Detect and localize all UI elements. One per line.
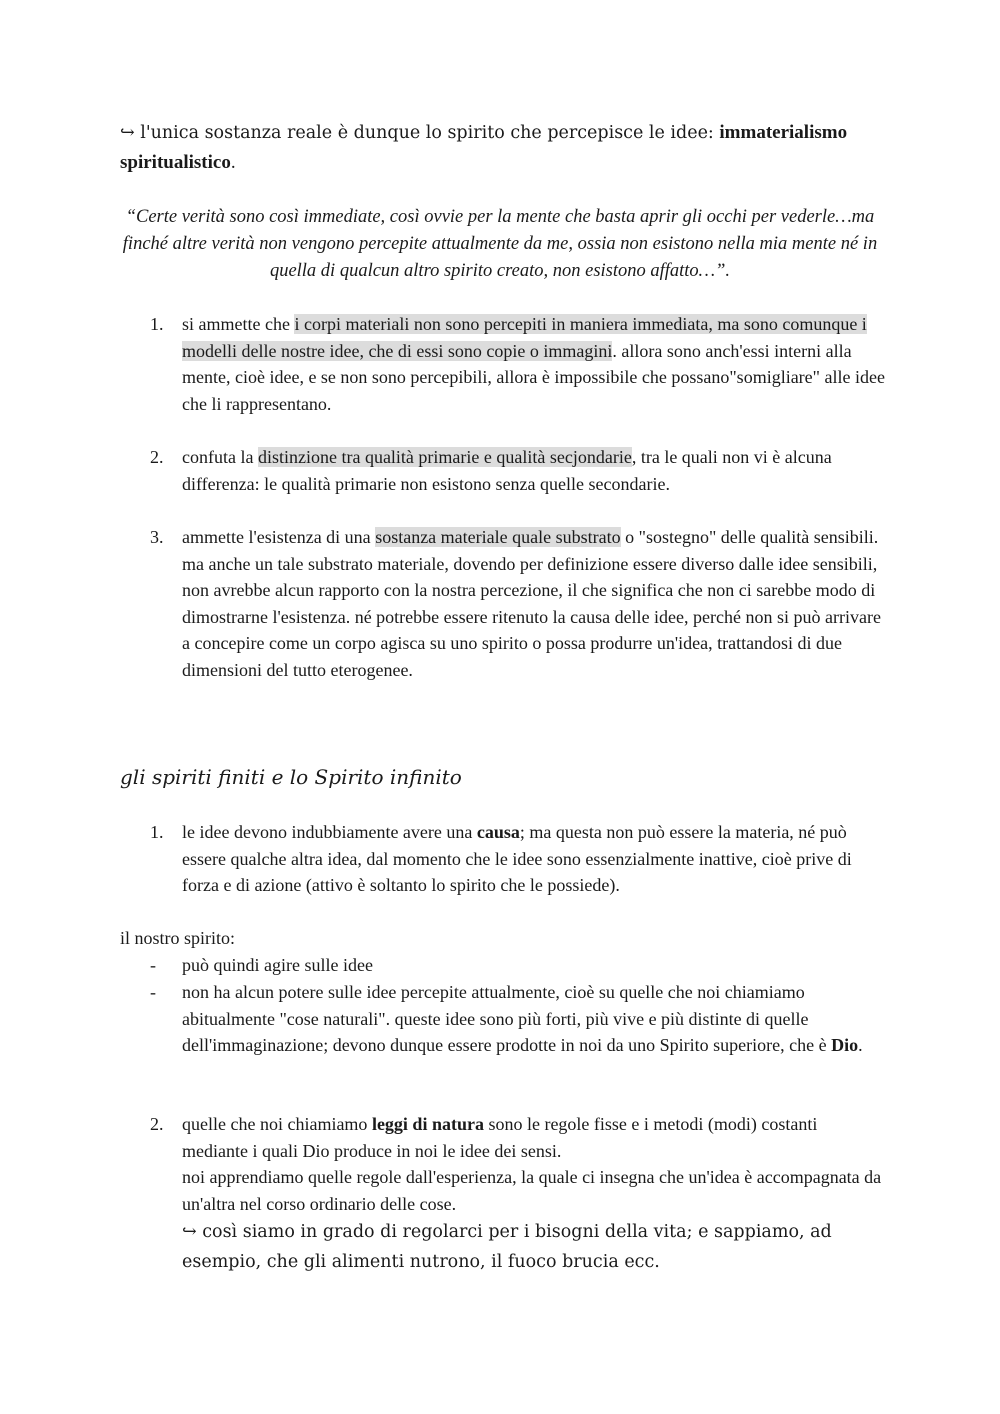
highlighted-text: distinzione tra qualità primarie e qualità secjondarie [257, 447, 632, 467]
list-item-text [182, 819, 887, 899]
text-segment: . [858, 1035, 863, 1056]
text-segment: quelle che noi chiamiamo [182, 1114, 372, 1134]
bullet-text: può quindi agire sulle idee [182, 955, 373, 975]
list-item-line [182, 1217, 887, 1277]
list-number: 1. [150, 822, 164, 842]
text-segment: si ammette che [182, 314, 295, 334]
list-item-text [182, 311, 887, 417]
text-segment: non ha alcun potere sulle idee percepite attualmente, cioè su quelle che noi chiamiamo abitualmente "cose naturali". queste idee sono più forti, più vive e più distinte di quelle dell'immaginazione; devono dunque essere prodotte in noi da uno Spirito superiore, che è [182, 982, 832, 1056]
intro-end: . [230, 152, 236, 173]
list-item-text [182, 444, 887, 497]
highlighted-text: i corpi materiali non sono percepiti in maniera immediata, ma sono comunque i modelli delle nostre idee, che di essi sono copie o immagini [182, 314, 867, 361]
text-segment: confuta la [182, 447, 258, 467]
list-item-text [182, 1111, 887, 1277]
bullet-text [182, 979, 887, 1059]
dash-marker: - [150, 982, 156, 1002]
list-number: 3. [150, 527, 164, 547]
bold-term: Dio [831, 1035, 859, 1056]
text-segment: , tra le quali non vi è alcuna differenza: le qualità primarie non esistono senza quelle secondarie. [182, 447, 832, 494]
list-number: 1. [150, 314, 164, 334]
bold-term: leggi di natura [371, 1114, 484, 1134]
text-segment: . allora sono anch'essi interni alla mente, cioè idee, e se non sono percepibili, allora è impossibile che possano"somigliare" alle idee che li rappresentano. [182, 340, 885, 414]
text-segment: sono le regole fisse e i metodi (modi) costanti mediante i quali Dio produce in noi le idee dei sensi. [182, 1114, 818, 1161]
arrow-icon: ↪ [182, 1222, 197, 1243]
list-number: 2. [150, 1114, 164, 1134]
list-item-line [182, 1111, 887, 1164]
dash-marker: - [150, 955, 156, 975]
spirit-label: il nostro spirito: [120, 928, 236, 948]
list-number: 2. [150, 447, 164, 467]
bold-term: causa [476, 822, 520, 842]
text-segment: o "sostegno" delle qualità sensibili. ma anche un tale substrato materiale, dovendo per definizione essere diverso dalle idee sensibili, non avrebbe alcun rapporto con la nostra percezione, il che significa che non ci sarebbe modo di dimostrarne l'esistenza. né potrebbe essere ritenuto la causa delle idee, perché non si può arrivare a concepire come un corpo agisca su uno spirito o possa produrre un'idea, trattandosi di due dimensioni del tutto eterogenee. [182, 527, 881, 680]
intro-bold-term: immaterialismo spiritualistico [120, 122, 848, 173]
quote-paragraph: “Certe verità sono così immediate, così ovvie per la mente che basta aprir gli occhi per vederle…ma finché altre verità non vengono percepite attualmente da me, ossia non esistono nella mia mente né in quella di qualcun altro spirito creato, non esistono affatto…”. [122, 207, 878, 281]
list-item-text [182, 524, 887, 684]
text-segment: così siamo in grado di regolarci per i bisogni della vita; e sappiamo, ad esempio, che gli alimenti nutrono, il fuoco brucia ecc. [182, 1222, 832, 1273]
section-heading: gli spiriti finiti e lo Spirito infinito [120, 765, 462, 789]
list-item-line: noi apprendiamo quelle regole dall'esperienza, la quale ci insegna che un'idea è accompagnata da un'altra nel corso ordinario delle cose. [182, 1167, 882, 1214]
text-segment: ; ma questa non può essere la materia, né può essere qualche altra idea, dal momento che le idee sono essenzialmente inattive, cioè prive di forza e di azione (attivo è soltanto lo spirito che le possiede). [182, 822, 852, 896]
highlighted-text: sostanza materiale quale substrato [375, 527, 621, 547]
text-segment: ammette l'esistenza di una [182, 527, 376, 547]
intro-text: l'unica sostanza reale è dunque lo spirito che percepisce le idee: [134, 123, 720, 143]
arrow-icon: ↪ [120, 123, 135, 143]
intro-paragraph [120, 118, 885, 178]
text-segment: le idee devono indubbiamente avere una [182, 822, 477, 842]
